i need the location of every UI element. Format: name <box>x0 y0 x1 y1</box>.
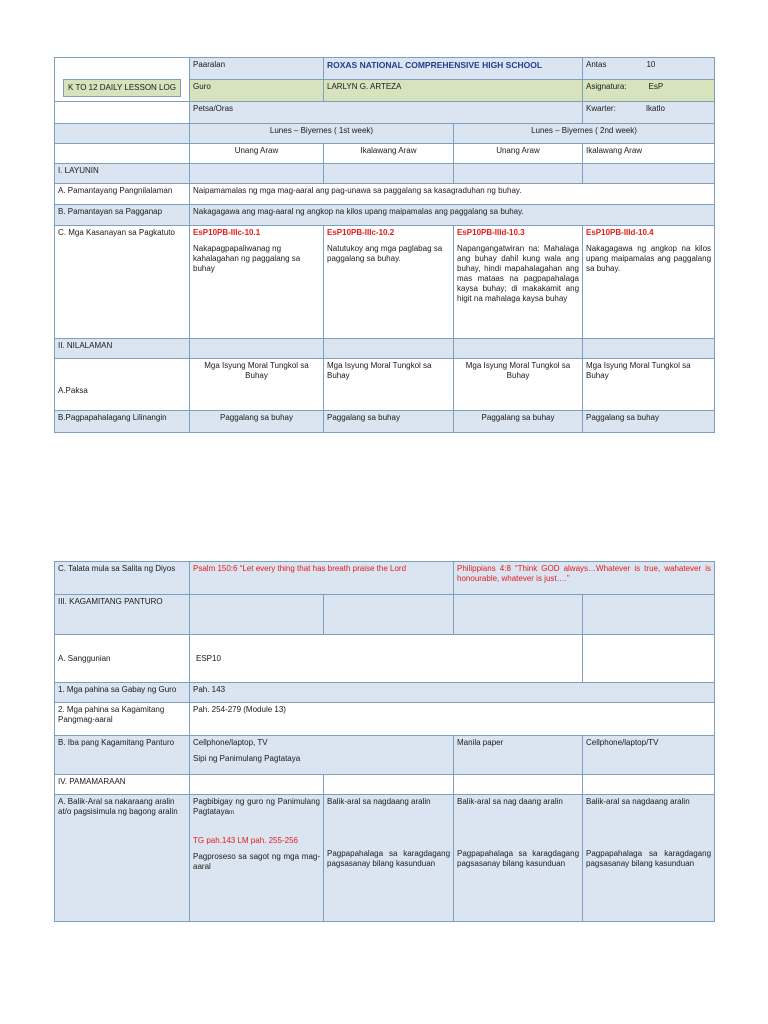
pamantayan-pagganap-text: Nakagagawa ang mag-aaral ng angkop na kilos upang maipamalas ang paggalang sa buhay. <box>190 205 715 226</box>
col2-text-b: Pagpapahalaga sa karagdagang pagsasanay bilang kasunduan <box>327 849 451 868</box>
col1-text-a-main: Pagbibigay ng guro ng Panimulang Pagtataya <box>193 797 320 816</box>
asignatura-cell <box>583 80 715 102</box>
paksa-cell: Mga Isyung Moral Tungkol sa Buhay <box>583 359 715 411</box>
pamantayang-pangnilalaman-label: A. Pamantayang Pangnilalaman <box>55 184 190 205</box>
lesson-log-table-bottom <box>54 561 715 922</box>
psalm-verse: Psalm 150:6 “Let every thing that has breath praise the Lord <box>190 562 454 595</box>
blank-cell <box>55 102 190 124</box>
blank-cell <box>454 164 583 184</box>
competency-code: EsP10PB-IIIc-10.2 <box>327 228 395 237</box>
col1-text-a-suffix: m <box>229 810 235 816</box>
blank-cell <box>583 635 715 683</box>
pagpapahalaga-cell: Paggalang sa buhay <box>190 411 324 433</box>
blank-cell <box>324 339 454 359</box>
blank-cell <box>454 339 583 359</box>
iba-col1-line2: Sipi ng Panimulang Pagtataya <box>193 754 301 763</box>
antas-value: 10 <box>646 60 656 69</box>
lesson-log-table-top <box>54 57 715 433</box>
competency-cell <box>583 226 715 339</box>
kagamitang-panturo-heading: III. KAGAMITANG PANTURO <box>55 595 190 635</box>
blank-cell <box>583 164 715 184</box>
blank-cell <box>324 775 454 795</box>
blank-cell <box>190 775 324 795</box>
competency-cell <box>454 226 583 339</box>
iba-label: B. Iba pang Kagamitang Panturo <box>55 736 190 775</box>
talata-label: C. Talata mula sa Salita ng Diyos <box>55 562 190 595</box>
paksa-cell: Mga Isyung Moral Tungkol sa Buhay <box>190 359 324 411</box>
competency-text: Natutukoy ang mga paglabag sa paggalang sa buhay. <box>327 244 443 263</box>
log-title: K TO 12 DAILY LESSON LOG <box>63 79 181 97</box>
col3-text-b: Pagpapahalaga sa karagdagang pagsasanay bilang kasunduan <box>457 849 580 868</box>
paksa-cell: Mga Isyung Moral Tungkol sa Buhay <box>454 359 583 411</box>
col4-text-b: Pagpapahalaga sa karagdagang pagsasanay bilang kasunduan <box>586 849 712 868</box>
iba-col1-line1: Cellphone/laptop, TV <box>193 738 268 747</box>
pagpapahalaga-cell: Paggalang sa buhay <box>583 411 715 433</box>
iba-col1 <box>190 736 454 775</box>
competency-cell <box>324 226 454 339</box>
day-header: Ikalawang Araw <box>583 144 715 164</box>
blank-cell <box>190 164 324 184</box>
week1-header: Lunes – Biyernes ( 1st week) <box>190 124 454 144</box>
blank-cell <box>583 339 715 359</box>
antas-cell <box>583 58 715 80</box>
kwarter-cell <box>583 102 715 124</box>
col2-text-a: Balik-aral sa nagdaang aralin <box>327 797 431 806</box>
pamamaraan-heading: IV. PAMAMARAAN <box>55 775 190 795</box>
blank-cell <box>454 595 583 635</box>
kagamitang-label: 2. Mga pahina sa Kagamitang Pangmag-aaral <box>55 703 190 736</box>
pamantayan-pagganap-label: B. Pamantayan sa Pagganap <box>55 205 190 226</box>
col4-text-a: Balik-aral sa nagdaang aralin <box>586 797 690 806</box>
col1-tg-reference: TG pah.143 LM pah. 255-256 <box>193 836 298 845</box>
blank-cell <box>324 164 454 184</box>
kasanayan-label: C. Mga Kasanayan sa Pagkatuto <box>55 226 190 339</box>
competency-text: Nakagagawa ng angkop na kilos upang maipamalas ang paggalang sa buhay. <box>586 244 712 273</box>
paaralan-label: Paaralan <box>190 58 324 80</box>
gabay-label: 1. Mga pahina sa Gabay ng Guro <box>55 683 190 703</box>
guro-label: Guro <box>190 80 324 102</box>
competency-cell <box>190 226 324 339</box>
pagpapahalaga-cell: Paggalang sa buhay <box>454 411 583 433</box>
school-name-text: ROXAS NATIONAL COMPREHENSIVE HIGH SCHOOL <box>327 60 543 70</box>
pamantayang-pangnilalaman-text: Naipamamalas ng mga mag-aaral ang pag-unawa sa paggalang sa kasagraduhan ng buhay. <box>190 184 715 205</box>
antas-label: Antas <box>586 60 607 69</box>
blank-cell <box>454 775 583 795</box>
blank-cell <box>583 595 715 635</box>
asignatura-value: EsP <box>648 82 664 91</box>
day-header: Unang Araw <box>190 144 324 164</box>
paksa-cell: Mga Isyung Moral Tungkol sa Buhay <box>324 359 454 411</box>
blank-cell <box>324 595 454 635</box>
competency-code: EsP10PB-IIId-10.4 <box>586 228 654 237</box>
school-name <box>324 58 583 80</box>
paksa-label: A.Paksa <box>55 359 190 411</box>
blank-cell <box>583 775 715 795</box>
week2-header: Lunes – Biyernes ( 2nd week) <box>454 124 715 144</box>
asignatura-label: Asignatura: <box>586 82 627 91</box>
sanggunian-label: A. Sanggunian <box>55 635 190 683</box>
layunin-heading: I. LAYUNIN <box>55 164 190 184</box>
blank-cell <box>55 144 190 164</box>
pagpapahalaga-cell: Paggalang sa buhay <box>324 411 454 433</box>
philippians-verse <box>454 562 715 595</box>
kwarter-label: Kwarter: <box>586 104 616 113</box>
pamamaraan-col4 <box>583 795 715 922</box>
nilalaman-heading: II. NILALAMAN <box>55 339 190 359</box>
pamamaraan-col2 <box>324 795 454 922</box>
competency-text: Nakapagpapaliwanag ng kahalagahan ng paggalang sa buhay <box>193 244 301 273</box>
iba-col4: Cellphone/laptop/TV <box>583 736 715 775</box>
day-header: Unang Araw <box>454 144 583 164</box>
log-title-cell <box>55 58 190 102</box>
competency-text: Napangangatwiran na: Mahalaga ang buhay dahil kung wala ang buhay, hindi mapahalagahan ang mas mataas na pagpapahalaga kaysa buhay; di makakamit ang higit na mahalaga kaysa buhay <box>457 244 580 303</box>
blank-cell <box>190 595 324 635</box>
teacher-name: LARLYN G. ARTEZA <box>324 80 583 102</box>
day-header: Ikalawang Araw <box>324 144 454 164</box>
competency-code: EsP10PB-IIIc-10.1 <box>193 228 261 237</box>
balik-label: A. Balik-Aral sa nakaraang aralin at/o pagsisimula ng bagong aralin <box>55 795 190 922</box>
pagpapahalaga-label: B.Pagpapahalagang Lilinangin <box>55 411 190 433</box>
philippians-text: Philippians 4:8 “Think GOD always…Whatever is true, wahatever is honourable, whatever is just….” <box>457 564 712 583</box>
blank-cell <box>190 339 324 359</box>
kagamitang-value: Pah. 254-279 (Module 13) <box>190 703 715 736</box>
petsa-label: Petsa/Oras <box>190 102 583 124</box>
competency-code: EsP10PB-IIId-10.3 <box>457 228 525 237</box>
pamamaraan-col1 <box>190 795 324 922</box>
gabay-value: Pah. 143 <box>190 683 715 703</box>
blank-cell <box>55 124 190 144</box>
col1-text-b: Pagproseso sa sagot ng mga mag-aaral <box>193 852 320 871</box>
col3-text-a: Balik-aral sa nag daang aralin <box>457 797 563 806</box>
pamamaraan-col3 <box>454 795 583 922</box>
kwarter-value: Ikatlo <box>645 104 665 113</box>
sanggunian-value: ESP10 <box>190 635 583 683</box>
col1-text-a <box>193 797 320 818</box>
iba-col3: Manila paper <box>454 736 583 775</box>
